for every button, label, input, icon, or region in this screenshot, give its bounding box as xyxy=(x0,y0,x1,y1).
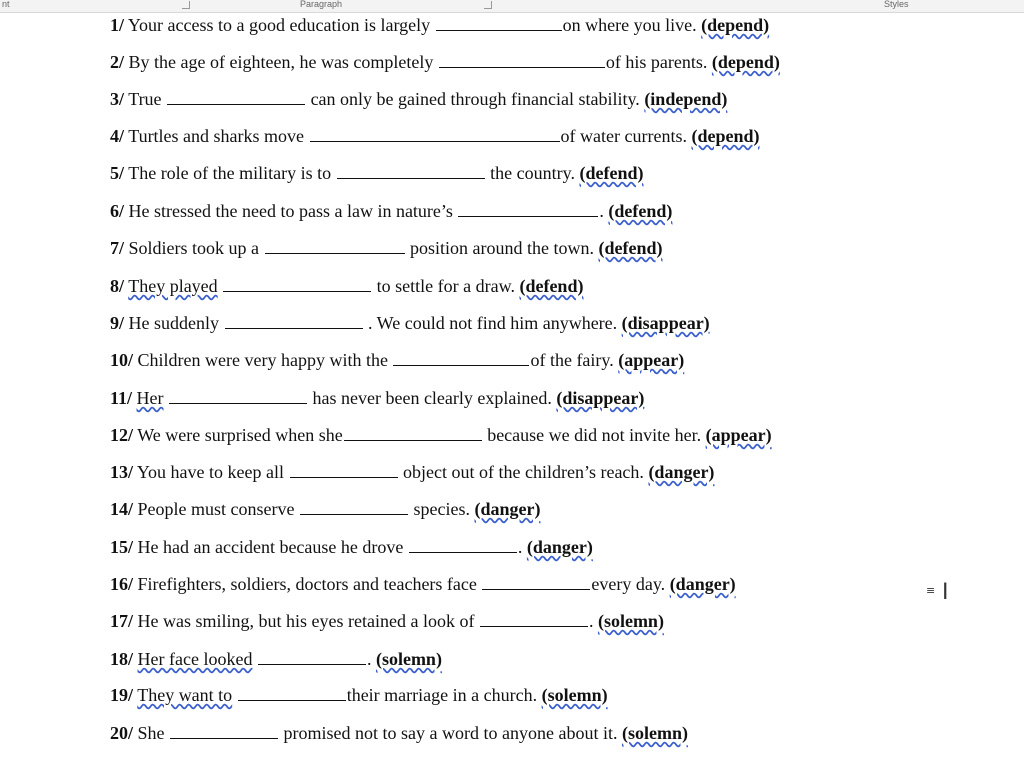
answer-blank[interactable] xyxy=(169,386,307,404)
exercise-line-14[interactable]: 14/ People must conserve species. (danger) xyxy=(110,499,541,519)
exercise-line-4[interactable]: 4/ Turtles and sharks move of water currents. (depend) xyxy=(110,126,760,146)
font-group-label: nt xyxy=(2,0,10,9)
answer-blank[interactable] xyxy=(238,683,346,701)
answer-blank[interactable] xyxy=(170,721,278,739)
font-dialog-launcher-icon[interactable] xyxy=(182,1,190,9)
answer-blank[interactable] xyxy=(458,199,598,217)
exercise-line-2[interactable]: 2/ By the age of eighteen, he was completely of his parents. (depend) xyxy=(110,52,780,72)
exercise-line-12[interactable]: 12/ We were surprised when she because we did not invite her. (appear) xyxy=(110,425,772,445)
answer-blank[interactable] xyxy=(439,50,605,68)
text-cursor-icon: ≡ I xyxy=(926,580,949,605)
exercise-line-11[interactable]: 11/ Her has never been clearly explained. (disappear) xyxy=(110,388,645,408)
exercise-line-3[interactable]: 3/ True can only be gained through financial stability. (independ) xyxy=(110,89,728,109)
answer-blank[interactable] xyxy=(265,236,405,254)
exercise-line-10[interactable]: 10/ Children were very happy with the of the fairy. (appear) xyxy=(110,350,685,370)
answer-blank[interactable] xyxy=(480,609,588,627)
exercise-line-17[interactable]: 17/ He was smiling, but his eyes retained a look of . (solemn) xyxy=(110,611,664,631)
answer-blank[interactable] xyxy=(337,161,485,179)
answer-blank[interactable] xyxy=(258,647,366,665)
exercise-line-7[interactable]: 7/ Soldiers took up a position around the town. (defend) xyxy=(110,238,663,258)
exercise-line-8[interactable]: 8/ They played to settle for a draw. (defend) xyxy=(110,276,584,296)
exercise-line-20[interactable]: 20/ She promised not to say a word to anyone about it. (solemn) xyxy=(110,723,688,743)
paragraph-group-label: Paragraph xyxy=(300,0,343,9)
answer-blank[interactable] xyxy=(223,274,371,292)
document-page[interactable] xyxy=(0,12,1024,768)
answer-blank[interactable] xyxy=(344,423,482,441)
answer-blank[interactable] xyxy=(310,124,560,142)
styles-group-label: Styles xyxy=(884,0,909,9)
exercise-line-16[interactable]: 16/ Firefighters, soldiers, doctors and teachers face every day. (danger) xyxy=(110,574,736,594)
exercise-line-18[interactable]: 18/ Her face looked . (solemn) xyxy=(110,649,442,669)
exercise-line-19[interactable]: 19/ They want to their marriage in a church. (solemn) xyxy=(110,685,608,705)
answer-blank[interactable] xyxy=(167,87,305,105)
exercise-line-5[interactable]: 5/ The role of the military is to the country. (defend) xyxy=(110,163,644,183)
answer-blank[interactable] xyxy=(290,460,398,478)
exercise-line-9[interactable]: 9/ He suddenly . We could not find him anywhere. (disappear) xyxy=(110,313,710,333)
exercise-line-13[interactable]: 13/ You have to keep all object out of the children’s reach. (danger) xyxy=(110,462,715,482)
exercise-line-6[interactable]: 6/ He stressed the need to pass a law in nature’s . (defend) xyxy=(110,201,673,221)
exercise-line-1[interactable]: 1/ Your access to a good education is largely on where you live. (depend) xyxy=(110,15,770,35)
exercise-line-15[interactable]: 15/ He had an accident because he drove . (danger) xyxy=(110,537,593,557)
answer-blank[interactable] xyxy=(482,572,590,590)
answer-blank[interactable] xyxy=(300,497,408,515)
answer-blank[interactable] xyxy=(225,311,363,329)
answer-blank[interactable] xyxy=(436,13,562,31)
answer-blank[interactable] xyxy=(393,348,529,366)
paragraph-dialog-launcher-icon[interactable] xyxy=(484,1,492,9)
answer-blank[interactable] xyxy=(409,535,517,553)
